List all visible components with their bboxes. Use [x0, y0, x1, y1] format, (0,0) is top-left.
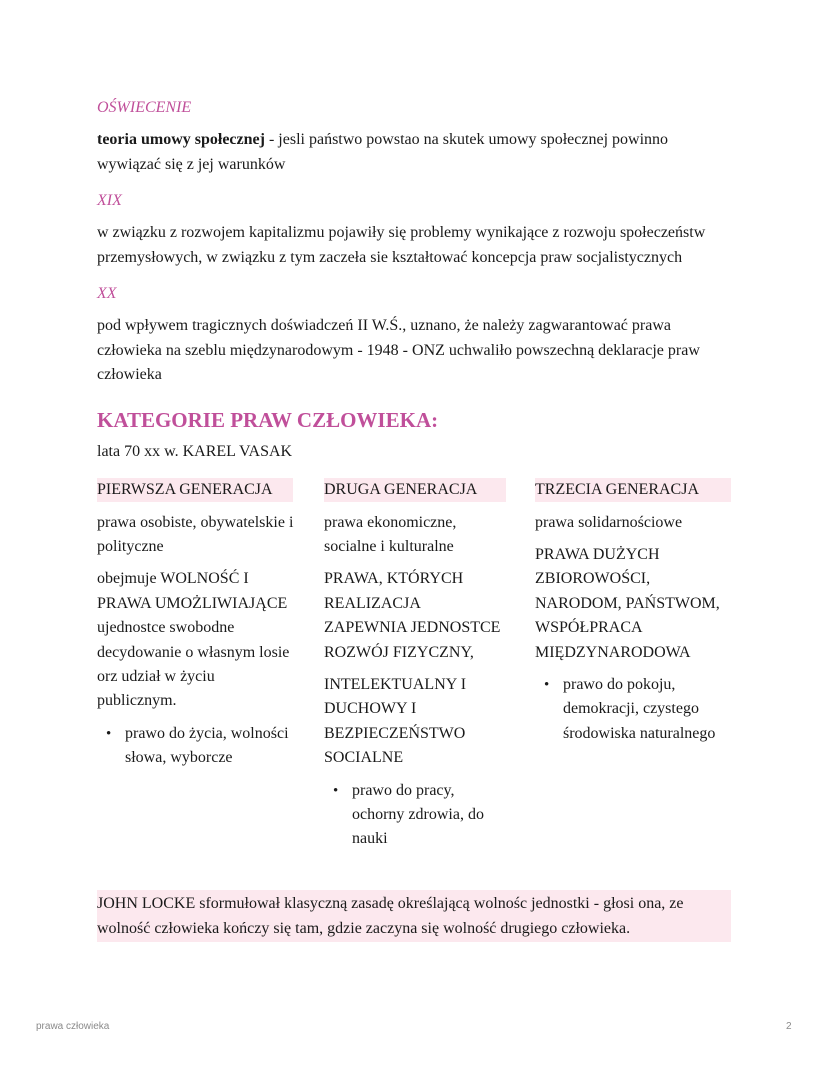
- footer-title: prawa człowieka: [36, 1021, 110, 1032]
- generation-title: TRZECIA GENERACJA: [535, 478, 731, 502]
- bullet-list: [97, 722, 294, 771]
- generation-paragraph: prawa osobiste, obywatelskie i polityczne: [97, 513, 294, 555]
- paragraph: pod wpływem tragicznych doświadczeń II W.Ś., uznano, że należy zagwarantować prawa człowieka na szeblu międzynarodowym - 1948 - ONZ uchwaliło powszechną deklaracje praw człowieka: [97, 317, 700, 383]
- generation-paragraph: INTELEKTUALNY I DUCHOWY I BEZPIECZEŃSTWO SOCIALNE: [324, 675, 467, 767]
- generation-title: DRUGA GENERACJA: [324, 478, 506, 502]
- generation-column-1: [97, 478, 294, 771]
- generation-column-2: [324, 478, 504, 852]
- footer-page-number: 2: [786, 1021, 792, 1032]
- generation-paragraph: prawa ekonomiczne, socialne i kulturalne: [324, 513, 457, 555]
- generations-columns: [97, 478, 731, 898]
- section-subtitle: lata 70 xx w. KAREL VASAK: [97, 442, 293, 460]
- era-label: XIX: [97, 192, 122, 209]
- bullet-item: • prawo do pokoju, demokracji, czystego środowiska naturalnego: [563, 673, 730, 746]
- bullet-list: [535, 673, 730, 746]
- term-bold: teoria umowy społecznej: [97, 131, 265, 148]
- generation-paragraph: obejmuje WOLNOŚĆ I PRAWA UMOŻLIWIAJĄCE ujednostce swobodne decydowanie o własnym losie orz udział w życiu publicznym.: [97, 570, 290, 710]
- era-label: OŚWIECENIE: [97, 99, 192, 116]
- paragraph-text: - jesli państwo powstao na skutek umowy społecznej powinno wywiązać się z jej warunków: [97, 131, 669, 173]
- paragraph: w związku z rozwojem kapitalizmu pojawiły się problemy wynikające z rozwoju społeczeństw przemysłowych, w związku z tym zaczeła sie kształtować koncepcja praw socjalistycznych: [97, 224, 706, 266]
- generation-paragraph: prawa solidarnościowe: [535, 513, 683, 531]
- generation-paragraph: PRAWA DUŻYCH ZBIOROWOŚCI, NARODOM, PAŃSTWOM, WSPÓŁPRACA MIĘDZYNARODOWA: [535, 545, 720, 661]
- highlighted-quote: JOHN LOCKE sformułował klasyczną zasadę określającą wolnośc jednostki - głosi ona, ze wolność człowieka kończy się tam, gdzie zaczyna się wolność drugiego człowieka.: [97, 890, 731, 942]
- section-heading: KATEGORIE PRAW CZŁOWIEKA:: [97, 407, 439, 432]
- paragraph: [97, 128, 731, 177]
- era-label: XX: [97, 285, 117, 302]
- bullet-item: • prawo do pracy, ochorny zdrowia, do nauki: [352, 779, 504, 852]
- bullet-item: • prawo do życia, wolności słowa, wyborcze: [125, 722, 294, 771]
- generation-title: PIERWSZA GENERACJA: [97, 478, 293, 502]
- generation-paragraph: PRAWA, KTÓRYCH REALIZACJA ZAPEWNIA JEDNOSTCE ROZWÓJ FIZYCZNY,: [324, 570, 501, 661]
- bullet-list: [324, 779, 504, 852]
- page-content: [97, 96, 731, 898]
- generation-column-3: [535, 478, 730, 747]
